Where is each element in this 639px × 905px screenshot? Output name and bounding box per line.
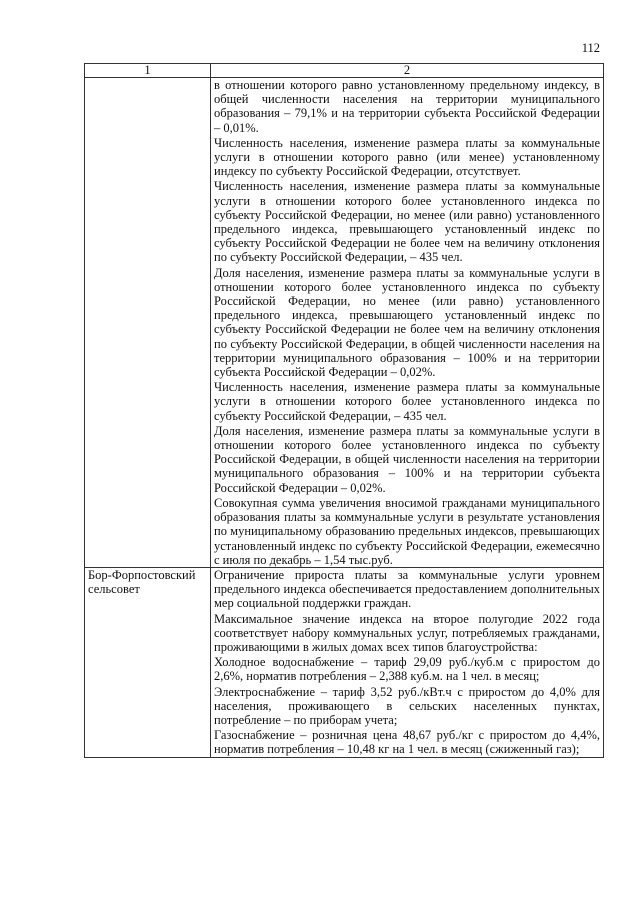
paragraph: Доля населения, изменение размера платы за коммунальные услуги в отношении которого более установленного индекса по субъекту Российской Федерации, но менее (или равно) установленного предельного индекса, превышающего установленный индекс по субъекту Российской Федерации не более чем на величину отклонения по субъекту Российской Федерации, в общей численности населения на территории муниципального образования – 100% и на территории субъекта Российской Федерации – 0,02%. xyxy=(214,265,600,380)
municipality-name-cell xyxy=(85,78,211,568)
table-row xyxy=(85,567,604,757)
paragraph: Совокупная сумма увеличения вносимой гражданами муниципального образования платы за коммунальные услуги в результате установления по муниципальному образованию предельных индексов, превышающих установленный индекс по субъекту Российской Федерации, ежемесячно с июля по декабрь – 1,54 тыс.руб. xyxy=(214,495,600,567)
municipality-name-cell: Бор-Форпостовский сельсовет xyxy=(85,567,211,757)
table-row xyxy=(85,78,604,568)
paragraph: Численность населения, изменение размера платы за коммунальные услуги в отношении которого более установленного индекса по субъекту Российской Федерации, – 435 чел. xyxy=(214,380,600,423)
page-number: 112 xyxy=(581,41,600,55)
description-cell xyxy=(211,78,604,568)
table-header-row xyxy=(85,64,604,78)
paragraph: Газоснабжение – розничная цена 48,67 руб./кг с приростом до 4,4%, норматив потребления – 10,48 кг на 1 чел. в месяц (сжиженный газ); xyxy=(214,728,600,757)
paragraph: Численность населения, изменение размера платы за коммунальные услуги в отношении которого более установленного индекса по субъекту Российской Федерации, но менее (или равно) установленного предельного индекса, превышающего установленный индекс по субъекту Российской Федерации не более чем на величину отклонения по субъекту Российской Федерации, – 435 чел. xyxy=(214,179,600,265)
paragraph: Холодное водоснабжение – тариф 29,09 руб./куб.м с приростом до 2,6%, норматив потребления – 2,388 куб.м. на 1 чел. в месяц; xyxy=(214,655,600,684)
paragraph: Доля населения, изменение размера платы за коммунальные услуги в отношении которого более установленного индекса по субъекту Российской Федерации, в общей численности населения на территории муниципального образования – 100% и на территории субъекта Российской Федерации – 0,02%. xyxy=(214,423,600,495)
paragraph: Электроснабжение – тариф 3,52 руб./кВт.ч с приростом до 4,0% для населения, проживающего в сельских населенных пунктах, потребление – по приборам учета; xyxy=(214,684,600,727)
column-header-1: 1 xyxy=(85,64,211,78)
paragraph: в отношении которого равно установленному предельному индексу, в общей численности населения на территории муниципального образования – 79,1% и на территории субъекта Российской Федерации – 0,01%. xyxy=(214,78,600,135)
document-table xyxy=(84,63,604,758)
description-cell xyxy=(211,567,604,757)
paragraph: Ограничение прироста платы за коммунальные услуги уровнем предельного индекса обеспечивается предоставлением дополнительных мер социальной поддержки граждан. xyxy=(214,567,600,611)
column-header-2: 2 xyxy=(211,64,604,78)
paragraph: Максимальное значение индекса на второе полугодие 2022 года соответствует набору коммунальных услуг, потребляемых гражданами, проживающими в жилых домах всех типов благоустройства: xyxy=(214,611,600,654)
paragraph: Численность населения, изменение размера платы за коммунальные услуги в отношении которого равно (или менее) установленному индексу по субъекту Российской Федерации, отсутствует. xyxy=(214,135,600,179)
